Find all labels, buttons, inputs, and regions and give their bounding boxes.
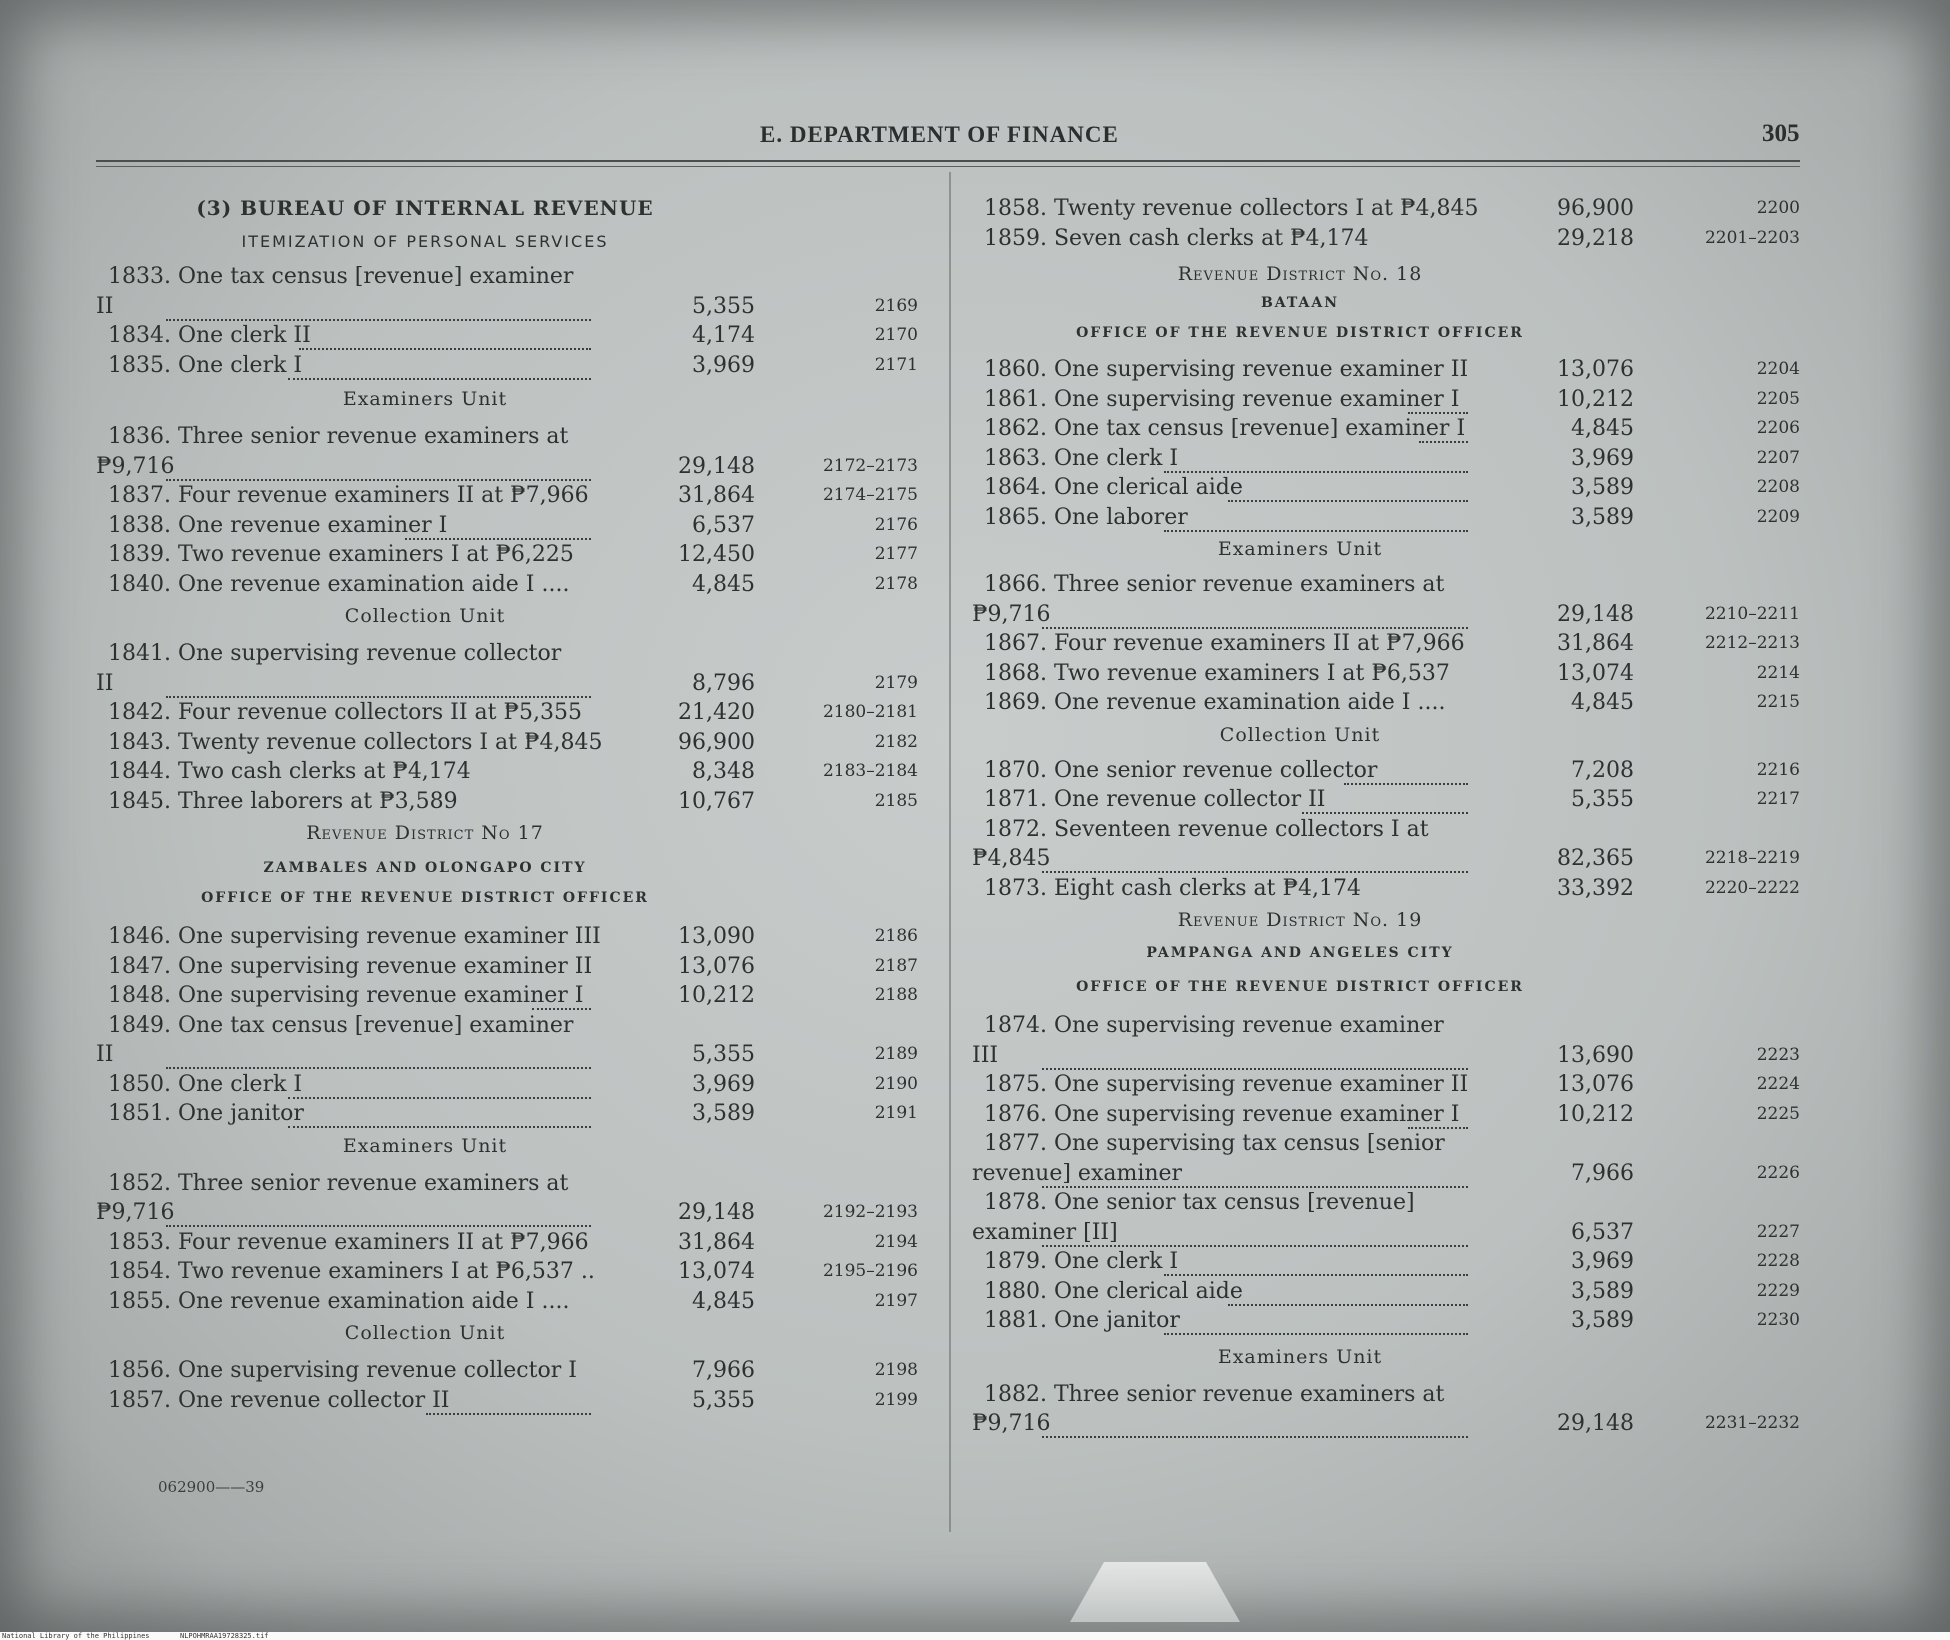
- section-heading: Examiners Unit: [342, 388, 508, 410]
- item-description: 1873. Eight cash clerks at ₱4,174: [984, 875, 1362, 901]
- item-description: 1867. Four revenue examiners II at ₱7,966: [984, 631, 1465, 656]
- section-heading: OFFICE OF THE REVENUE DISTRICT OFFICER: [1076, 325, 1524, 341]
- leader-dots: [1408, 412, 1468, 414]
- item-reference: 2199: [874, 1389, 918, 1410]
- item-description: 1863. One clerk I: [984, 445, 1179, 471]
- item-description: 1869. One revenue examination aide I ....: [984, 690, 1446, 715]
- section-heading: ZAMBALES AND OLONGAPO CITY: [263, 860, 587, 876]
- item-amount: 6,537: [692, 512, 755, 538]
- item-amount: 4,845: [692, 1288, 755, 1314]
- leader-dots: [426, 1413, 591, 1415]
- item-amount: 4,845: [1571, 416, 1634, 441]
- item-reference: 2215: [1756, 692, 1800, 712]
- page-number: 305: [1762, 120, 1800, 147]
- item-reference: 2183–2184: [822, 761, 918, 781]
- item-description: 1874. One supervising revenue examiner: [984, 1013, 1444, 1038]
- item-amount: 4,845: [1571, 690, 1634, 715]
- item-reference: 2187: [874, 955, 918, 976]
- item-reference: 2209: [1756, 506, 1800, 527]
- item-amount: 29,148: [1557, 601, 1634, 627]
- item-description-cont: revenue] examiner: [972, 1160, 1183, 1186]
- item-reference: 2225: [1756, 1103, 1800, 1124]
- item-amount: 13,074: [1557, 660, 1634, 686]
- item-reference: 2179: [874, 672, 918, 693]
- item-description: 1872. Seventeen revenue collectors I at: [984, 816, 1429, 842]
- item-reference: 2229: [1756, 1280, 1800, 1301]
- item-description: 1861. One supervising revenue examiner I: [984, 386, 1460, 412]
- item-amount: 3,589: [1571, 475, 1634, 500]
- item-description: 1877. One supervising tax census [senior: [984, 1131, 1445, 1156]
- item-description: 1859. Seven cash clerks at ₱4,174: [984, 225, 1369, 251]
- item-amount: 31,864: [678, 1229, 755, 1255]
- leader-dots: [288, 1126, 591, 1128]
- item-description: 1854. Two revenue examiners I at ₱6,537 ..: [108, 1259, 595, 1284]
- item-amount: 29,148: [678, 1200, 755, 1225]
- item-reference: 2205: [1756, 388, 1800, 409]
- leader-dots: [1302, 812, 1468, 814]
- item-reference: 2207: [1756, 447, 1800, 468]
- item-reference: 2210–2211: [1704, 603, 1800, 624]
- section-heading: Collection Unit: [344, 605, 506, 627]
- item-amount: 3,969: [692, 352, 755, 378]
- item-amount: 8,796: [692, 670, 755, 696]
- section-heading: Examiners Unit: [1217, 538, 1383, 560]
- item-amount: 13,090: [678, 924, 755, 949]
- item-amount: 5,355: [692, 1387, 755, 1413]
- item-reference: 2178: [874, 573, 918, 594]
- item-reference: 2192–2193: [822, 1202, 918, 1222]
- binder-clip: [1070, 1562, 1240, 1622]
- item-description: 1858. Twenty revenue collectors I at ₱4,845: [984, 196, 1479, 221]
- page-header-title: E. DEPARTMENT OF FINANCE: [760, 122, 1119, 147]
- leader-dots: [288, 378, 591, 380]
- leader-dots: [1042, 1436, 1468, 1438]
- item-reference: 2230: [1756, 1310, 1800, 1330]
- item-description: 1840. One revenue examination aide I ....: [108, 571, 570, 597]
- item-amount: 10,212: [678, 983, 755, 1008]
- item-description: 1875. One supervising revenue examiner II: [984, 1072, 1469, 1097]
- item-amount: 3,589: [1571, 504, 1634, 530]
- leader-dots: [1042, 627, 1468, 629]
- item-reference: 2185: [874, 790, 918, 811]
- item-reference: 2200: [1756, 198, 1800, 218]
- item-amount: 3,589: [1571, 1308, 1634, 1333]
- item-amount: 31,864: [678, 483, 755, 508]
- item-description: 1834. One clerk II: [108, 323, 311, 348]
- item-amount: 29,148: [678, 453, 755, 479]
- section-heading: Examiners Unit: [1217, 1345, 1383, 1368]
- item-description: 1842. Four revenue collectors II at ₱5,355: [108, 700, 582, 725]
- print-code: 062900——39: [158, 1478, 265, 1496]
- item-description: 1862. One tax census [revenue] examiner I: [984, 416, 1466, 441]
- item-amount: 96,900: [678, 729, 755, 755]
- item-reference: 2188: [874, 985, 918, 1005]
- item-amount: 31,864: [1557, 631, 1634, 656]
- item-description: 1880. One clerical aide: [984, 1278, 1243, 1304]
- item-reference: 2170: [874, 325, 918, 345]
- item-reference: 2171: [874, 354, 918, 375]
- header-rule-thin: [96, 166, 1800, 167]
- item-description-cont: ₱9,716: [96, 453, 175, 479]
- item-reference: 2226: [1756, 1162, 1800, 1183]
- item-description: 1845. Three laborers at ₱3,589: [108, 788, 458, 814]
- item-description: 1837. Four revenue examiners II at ₱7,966: [108, 483, 589, 508]
- section-heading: Revenue District No. 18: [1177, 263, 1423, 285]
- item-description-cont: III: [972, 1042, 999, 1068]
- leader-dots: [1164, 471, 1468, 473]
- scan-filename: NLPOHMRAA19728325.tif: [180, 1632, 269, 1640]
- leader-dots: [299, 348, 591, 350]
- section-heading: (3) BUREAU OF INTERNAL REVENUE: [196, 196, 654, 220]
- item-amount: 12,450: [678, 542, 755, 567]
- leader-dots: [166, 1225, 591, 1227]
- item-amount: 3,969: [692, 1071, 755, 1097]
- item-description: 1839. Two revenue examiners I at ₱6,225: [108, 542, 574, 567]
- item-amount: 4,845: [692, 571, 755, 597]
- item-description-cont: ₱9,716: [972, 1411, 1051, 1436]
- header-rule: [96, 160, 1800, 162]
- item-description: 1881. One janitor: [984, 1308, 1180, 1333]
- item-amount: 7,208: [1571, 757, 1634, 783]
- leader-dots: [405, 538, 591, 540]
- item-reference: 2194: [874, 1231, 918, 1252]
- item-description: 1853. Four revenue examiners II at ₱7,966: [108, 1229, 589, 1255]
- item-description: 1838. One revenue examiner I: [108, 512, 448, 538]
- item-reference: 2197: [874, 1290, 918, 1311]
- section-heading: OFFICE OF THE REVENUE DISTRICT OFFICER: [1076, 979, 1524, 995]
- item-amount: 29,148: [1557, 1411, 1634, 1436]
- item-amount: 5,355: [692, 1042, 755, 1067]
- leader-dots: [1228, 500, 1468, 502]
- item-reference: 2172–2173: [822, 455, 918, 476]
- leader-dots: [1419, 441, 1468, 443]
- column-divider: [949, 172, 951, 1532]
- leader-dots: [1164, 1274, 1468, 1276]
- leader-dots: [1042, 1245, 1468, 1247]
- item-description: 1871. One revenue collector II: [984, 787, 1326, 812]
- leader-dots: [1344, 783, 1468, 785]
- section-heading: Collection Unit: [344, 1322, 506, 1344]
- item-amount: 5,355: [1571, 787, 1634, 812]
- item-amount: 7,966: [692, 1358, 755, 1383]
- item-amount: 82,365: [1557, 846, 1634, 871]
- item-description: 1857. One revenue collector II: [108, 1387, 450, 1413]
- item-description-cont: II: [96, 1042, 114, 1067]
- item-description: 1844. Two cash clerks at ₱4,174: [108, 759, 471, 784]
- item-amount: 96,900: [1557, 196, 1634, 221]
- section-heading: Examiners Unit: [342, 1134, 508, 1157]
- item-reference: 2217: [1756, 789, 1800, 809]
- item-reference: 2176: [874, 514, 918, 535]
- leader-dots: [1042, 871, 1468, 873]
- item-description: 1878. One senior tax census [revenue]: [984, 1190, 1415, 1215]
- item-reference: 2204: [1756, 359, 1800, 379]
- item-description-cont: ₱9,716: [972, 601, 1051, 627]
- item-reference: 2224: [1756, 1074, 1800, 1094]
- item-description: 1846. One supervising revenue examiner III: [108, 924, 601, 949]
- item-description: 1856. One supervising revenue collector I: [108, 1358, 577, 1383]
- item-description: 1835. One clerk I: [108, 352, 303, 378]
- section-heading: ITEMIZATION OF PERSONAL SERVICES: [241, 232, 609, 251]
- item-reference: 2191: [874, 1103, 918, 1123]
- item-reference: 2223: [1756, 1044, 1800, 1065]
- leader-dots: [1408, 1127, 1468, 1129]
- item-amount: 6,537: [1571, 1219, 1634, 1245]
- item-reference: 2228: [1756, 1251, 1800, 1271]
- item-reference: 2206: [1756, 418, 1800, 438]
- item-reference: 2218–2219: [1704, 848, 1800, 868]
- item-reference: 2227: [1756, 1221, 1800, 1242]
- item-description-cont: examiner [II]: [972, 1219, 1118, 1245]
- leader-dots: [288, 1097, 591, 1099]
- section-heading: PAMPANGA AND ANGELES CITY: [1146, 945, 1454, 961]
- item-amount: 3,969: [1571, 1249, 1634, 1274]
- item-amount: 10,212: [1557, 1101, 1634, 1127]
- item-amount: 13,076: [678, 953, 755, 979]
- leader-dots: [166, 696, 591, 698]
- item-amount: 33,392: [1557, 875, 1634, 901]
- leader-dots: [166, 319, 591, 321]
- item-description: 1864. One clerical aide: [984, 475, 1243, 500]
- leader-dots: [1164, 1333, 1468, 1335]
- item-amount: 3,969: [1571, 445, 1634, 471]
- leader-dots: [1228, 1304, 1468, 1306]
- item-amount: 10,767: [678, 788, 755, 814]
- item-description: 1851. One janitor: [108, 1101, 304, 1126]
- item-reference: 2180–2181: [822, 702, 918, 722]
- item-reference: 2208: [1756, 477, 1800, 497]
- item-amount: 3,589: [692, 1101, 755, 1126]
- leader-dots: [532, 1008, 591, 1010]
- item-reference: 2186: [874, 926, 918, 946]
- item-reference: 2212–2213: [1704, 633, 1800, 653]
- item-reference: 2182: [874, 731, 918, 752]
- item-reference: 2169: [874, 295, 918, 316]
- section-heading: Collection Unit: [1219, 723, 1381, 746]
- library-credit: National Library of the Philippines: [2, 1632, 150, 1640]
- scan-footer-strip: [0, 1632, 1950, 1640]
- item-description: 1847. One supervising revenue examiner II: [108, 953, 593, 979]
- item-description-cont: II: [96, 670, 114, 696]
- leader-dots: [1042, 1068, 1468, 1070]
- item-amount: 13,076: [1557, 1072, 1634, 1097]
- leader-dots: [1164, 530, 1468, 532]
- item-reference: 2195–2196: [822, 1261, 918, 1281]
- section-heading: BATAAN: [1260, 295, 1340, 311]
- item-description: 1833. One tax census [revenue] examiner: [108, 264, 574, 289]
- item-amount: 13,690: [1557, 1042, 1634, 1068]
- item-description: 1882. Three senior revenue examiners at: [984, 1381, 1445, 1407]
- item-description: 1865. One laborer: [984, 504, 1188, 530]
- item-amount: 29,218: [1557, 225, 1634, 251]
- item-description: 1879. One clerk I: [984, 1249, 1179, 1274]
- item-amount: 4,174: [692, 323, 755, 348]
- item-amount: 21,420: [678, 700, 755, 725]
- item-amount: 13,076: [1557, 357, 1634, 382]
- leader-dots: [1042, 1186, 1468, 1188]
- item-amount: 10,212: [1557, 386, 1634, 412]
- item-description-cont: ₱9,716: [96, 1200, 175, 1225]
- item-reference: 2201–2203: [1704, 227, 1800, 248]
- item-reference: 2220–2222: [1704, 877, 1800, 898]
- section-heading: Revenue District No 17: [306, 822, 544, 844]
- item-description: 1866. Three senior revenue examiners at: [984, 572, 1445, 597]
- item-description: 1850. One clerk I: [108, 1071, 303, 1097]
- section-heading: OFFICE OF THE REVENUE DISTRICT OFFICER: [201, 890, 649, 906]
- item-description: 1843. Twenty revenue collectors I at ₱4,845: [108, 729, 603, 755]
- item-reference: 2189: [874, 1044, 918, 1064]
- item-reference: 2231–2232: [1704, 1413, 1800, 1433]
- item-description-cont: II: [96, 293, 114, 319]
- item-amount: 8,348: [692, 759, 755, 784]
- item-description: 1868. Two revenue examiners I at ₱6,537: [984, 660, 1450, 686]
- item-amount: 5,355: [692, 293, 755, 319]
- item-description: 1836. Three senior revenue examiners at: [108, 424, 569, 449]
- item-reference: 2177: [874, 544, 918, 564]
- leader-dots: [166, 479, 591, 481]
- item-reference: 2214: [1756, 662, 1800, 683]
- item-reference: 2190: [874, 1073, 918, 1094]
- item-amount: 3,589: [1571, 1278, 1634, 1304]
- item-description-cont: ₱4,845: [972, 846, 1051, 871]
- item-reference: 2198: [874, 1360, 918, 1380]
- item-amount: 13,074: [678, 1259, 755, 1284]
- item-description: 1876. One supervising revenue examiner I: [984, 1101, 1460, 1127]
- item-description: 1849. One tax census [revenue] examiner: [108, 1012, 574, 1038]
- item-amount: 7,966: [1571, 1160, 1634, 1186]
- item-reference: 2174–2175: [822, 485, 918, 505]
- item-reference: 2216: [1756, 759, 1800, 780]
- item-description: 1852. Three senior revenue examiners at: [108, 1170, 569, 1196]
- item-description: 1870. One senior revenue collector: [984, 757, 1378, 783]
- section-heading: Revenue District No. 19: [1177, 909, 1423, 931]
- leader-dots: [166, 1067, 591, 1069]
- item-description: 1860. One supervising revenue examiner II: [984, 357, 1469, 382]
- item-description: 1855. One revenue examination aide I ....: [108, 1288, 570, 1314]
- item-description: 1841. One supervising revenue collector: [108, 641, 562, 666]
- item-description: 1848. One supervising revenue examiner I: [108, 983, 584, 1008]
